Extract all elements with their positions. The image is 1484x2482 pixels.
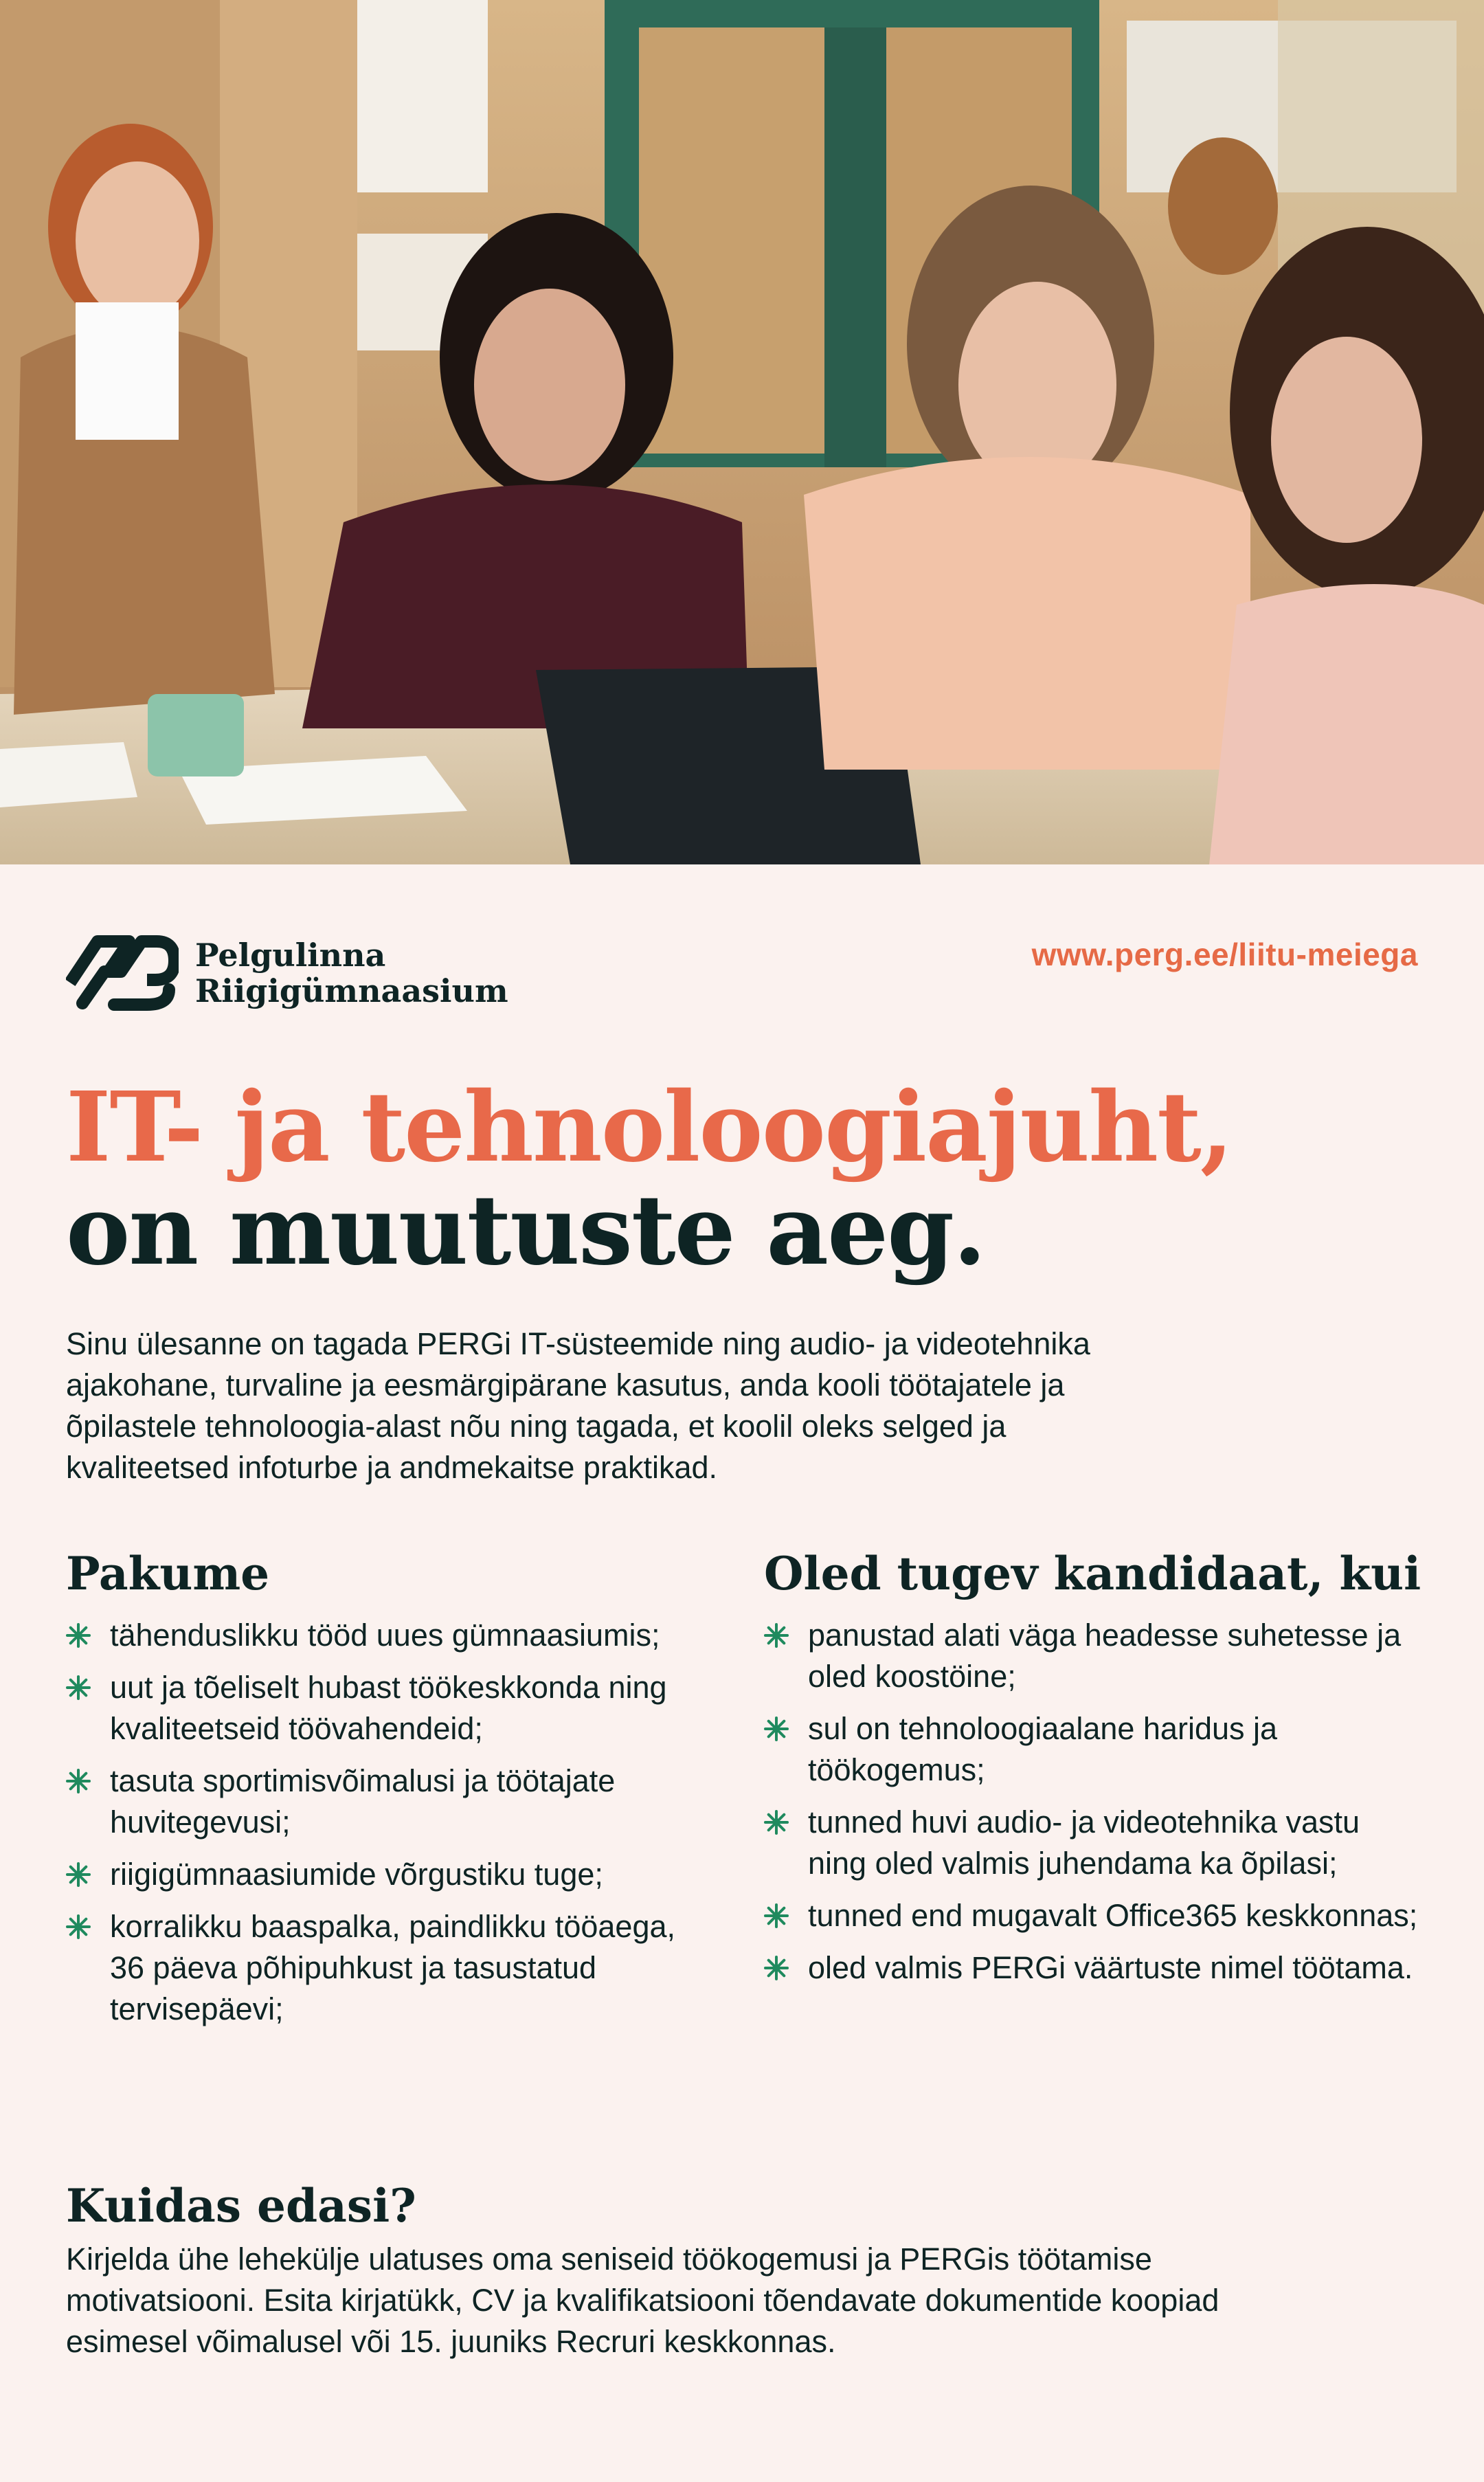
starburst-bullet-icon [764, 1717, 789, 1741]
offer-list [66, 1615, 705, 2030]
page-title [66, 1071, 1233, 1287]
hero-photo [0, 0, 1484, 864]
offer-item-text: tasuta sportimisvõimalusi ja töötajate huvitegevusi; [110, 1763, 616, 1840]
offer-item-text: korralikku baaspalka, paindlikku tööaega, 36 päeva põhipuhkust ja tasustatud tervisepäevi; [110, 1909, 676, 2026]
offer-item [66, 1615, 705, 1656]
starburst-bullet-icon [66, 1623, 91, 1648]
candidate-item [764, 1615, 1424, 1697]
next-steps-title: Kuidas edasi? [66, 2179, 416, 2233]
title-line1: IT- ja tehnoloogiajuht, [66, 1071, 1233, 1184]
school-name [195, 937, 508, 1009]
offer-item-text: tähenduslikku tööd uues gümnaasiumis; [110, 1618, 660, 1653]
candidate-item-text: tunned huvi audio- ja videotehnika vastu ning oled valmis juhendama ka õpilasi; [808, 1804, 1360, 1881]
candidate-title: Oled tugev kandidaat, kui [764, 1547, 1421, 1600]
offer-section [66, 1546, 705, 2041]
perg-logo-icon [66, 929, 179, 1017]
starburst-bullet-icon [66, 1675, 91, 1700]
next-steps-text: Kirjelda ühe lehekülje ulatuses oma seniseid töökogemusi ja PERGis töötamise motivatsiooni. Esita kirjatükk, CV ja kvalifikatsiooni tõendavate dokumentide koopiad esimesel võimalusel või 15. juuniks Recruri keskkonnas. [66, 2241, 1219, 2359]
offer-item-text: uut ja tõeliselt hubast töökeskkonda ning kvaliteetseid töövahendeid; [110, 1670, 667, 1746]
starburst-bullet-icon [66, 1914, 91, 1939]
school-name-line2: Riigigümnaasium [195, 972, 508, 1009]
offer-title: Pakume [66, 1547, 270, 1600]
candidate-list [764, 1615, 1424, 1989]
offer-item [66, 1760, 705, 1843]
candidate-item-text: tunned end mugavalt Office365 keskkonnas; [808, 1898, 1418, 1933]
starburst-bullet-icon [66, 1862, 91, 1887]
starburst-bullet-icon [764, 1810, 789, 1835]
intro-paragraph: Sinu ülesanne on tagada PERGi IT-süsteemide ning audio- ja videotehnika ajakohane, turvaline ja eesmärgipärane kasutus, anda kooli töötajatele ja õpilastele tehnoloogia-alast nõu ning tagada, et koolil oleks selged ja kvaliteetsed infoturbe ja andmekaitse praktikad. [66, 1326, 1090, 1485]
title-line2: on muutuste aeg. [66, 1174, 985, 1287]
candidate-section [764, 1546, 1424, 2000]
offer-item [66, 1906, 705, 2030]
candidate-item [764, 1895, 1424, 1936]
next-steps-section [66, 2177, 1220, 2362]
candidate-item [764, 1947, 1424, 1989]
careers-link[interactable]: www.perg.ee/liitu-meiega [1031, 937, 1418, 972]
school-name-line1: Pelgulinna [195, 937, 386, 974]
candidate-item [764, 1802, 1424, 1884]
candidate-item-text: oled valmis PERGi väärtuste nimel töötama. [808, 1950, 1413, 1985]
offer-item-text: riigigümnaasiumide võrgustiku tuge; [110, 1857, 603, 1892]
candidate-item-text: sul on tehnoloogiaalane haridus ja töökogemus; [808, 1711, 1278, 1787]
candidate-item [764, 1708, 1424, 1791]
hero-illustration [0, 0, 1484, 864]
school-logo[interactable] [66, 929, 508, 1017]
starburst-bullet-icon [764, 1956, 789, 1980]
starburst-bullet-icon [764, 1623, 789, 1648]
starburst-bullet-icon [764, 1903, 789, 1928]
offer-item [66, 1667, 705, 1749]
starburst-bullet-icon [66, 1769, 91, 1793]
offer-item [66, 1854, 705, 1895]
candidate-item-text: panustad alati väga headesse suhetesse ja oled koostöine; [808, 1618, 1402, 1694]
